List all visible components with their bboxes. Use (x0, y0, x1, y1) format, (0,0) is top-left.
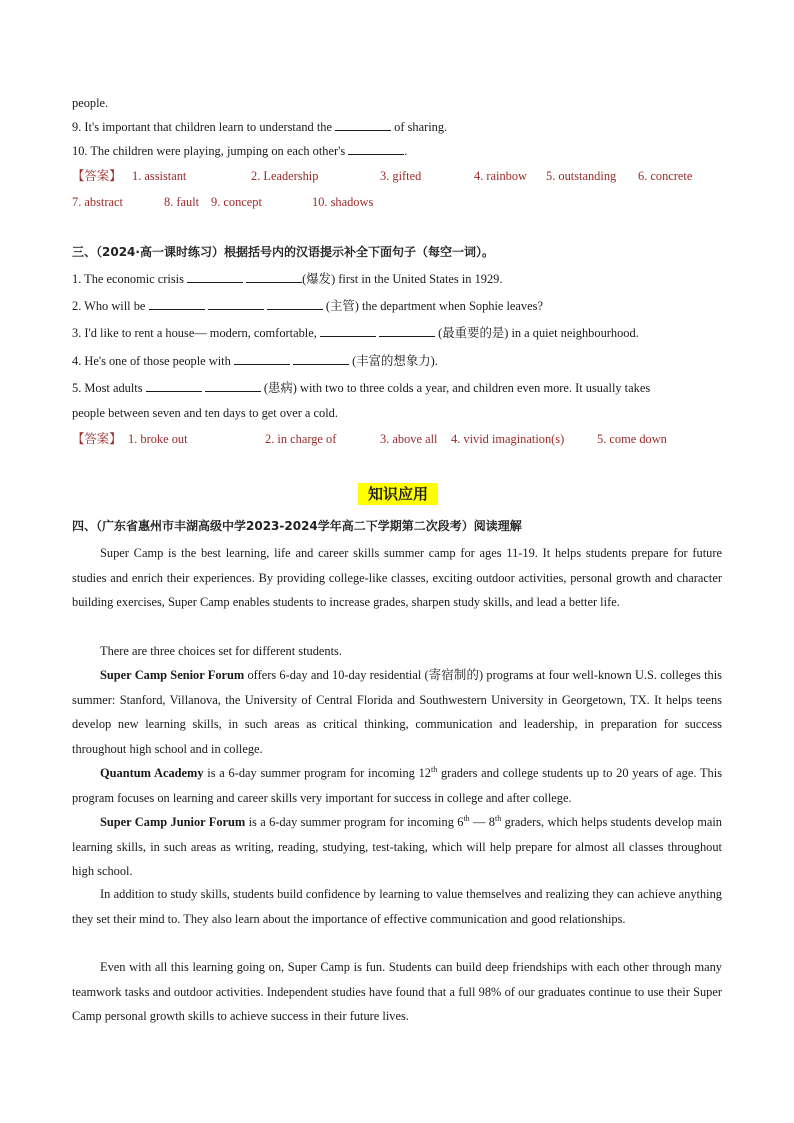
answer-item: 5. come down (597, 432, 667, 446)
answer-blank (187, 271, 243, 283)
section-heading-3: 三、（2024·高一课时练习）根据括号内的汉语提示补全下面句子（每空一词）。 (72, 245, 494, 259)
answer-item: 1. assistant (132, 169, 187, 183)
question-3: 3. I'd like to rent a house— modern, comfortable, (最重要的是) in a quiet neighbourhood. (72, 326, 639, 340)
answer-blank (335, 119, 391, 131)
answer-label: 【答案】 (72, 432, 122, 446)
answer-item: 10. shadows (312, 195, 374, 209)
question-2: 2. Who will be (主管) the department when Sophie leaves? (72, 299, 543, 313)
answer-item: 4. rainbow (474, 169, 527, 183)
question-1: 1. The economic crisis (爆发) first in the United States in 1929. (72, 272, 503, 286)
answer-item: 3. above all (380, 432, 438, 446)
section-title: 知识应用 (358, 483, 438, 505)
paragraph: Super Camp is the best learning, life and career skills summer camp for ages 11-19. It helps students prepare for future studies and enrich their experiences. By providing college-like classes, exciting outdoor activities, personal growth and character building exercises, Super Camp enables students to increase grades, sharpen study skills, and lead a better life. (72, 546, 722, 609)
answer-label: 【答案】 (72, 169, 122, 183)
answer-blank (267, 298, 323, 310)
answer-item: 5. outstanding (546, 169, 617, 183)
paragraph: Super Camp Senior Forum offers 6-day and 10-day residential (寄宿制的) programs at four well-known U.S. colleges this summer: Stanford, Villanova, the University of Central Florida and Southwestern University in Georgetown, TX. It helps teens develop new learning skills, in such areas as critical thinking, communication and leadership, in preparation for success throughout high school and in college. (72, 668, 722, 756)
answer-blank (379, 325, 435, 337)
answer-blank (246, 271, 302, 283)
answer-item: 8. fault (164, 195, 200, 209)
paragraph: In addition to study skills, students build confidence by learning to value themselves and realizing they can achieve anything they set their mind to. They also learn about the importance of effective communication and good relationships. (72, 887, 722, 926)
paragraph: Even with all this learning going on, Super Camp is fun. Students can build deep friendships with each other through many teamwork tasks and outdoor activities. Independent studies have found that a full 98% of our graduates continue to use their Super Camp personal growth skills to achieve success in their future lives. (72, 960, 722, 1023)
paragraph: There are three choices set for different students. (100, 644, 342, 658)
paragraph: Quantum Academy is a 6-day summer program for incoming 12th graders and college students up to 20 years of age. This program focuses on learning and career skills very important for success in college and after college. (72, 764, 723, 805)
answer-blank (293, 353, 349, 365)
answer-blank (348, 143, 404, 155)
answer-item: 1. broke out (128, 432, 188, 446)
answer-item: 7. abstract (72, 195, 123, 209)
answer-item: 9. concept (211, 195, 262, 209)
question-5: 5. Most adults (患病) with two to three colds a year, and children even more. It usually takes (72, 381, 651, 395)
paragraph: Super Camp Junior Forum is a 6-day summer program for incoming 6th — 8th graders, which helps students develop main learning skills, in such areas as writing, reading, studying, test-taking, which will help prepare for almost all classes throughout high school. (72, 813, 722, 878)
answer-blank (320, 325, 376, 337)
question-4: 4. He's one of those people with (丰富的想象力). (72, 354, 438, 368)
answer-item: 2. Leadership (251, 169, 319, 183)
answer-blank (234, 353, 290, 365)
answer-blank (205, 380, 261, 392)
answer-item: 4. vivid imagination(s) (451, 432, 565, 446)
answer-blank (146, 380, 202, 392)
text-line: people between seven and ten days to get over a cold. (72, 406, 338, 420)
answer-item: 3. gifted (380, 169, 422, 183)
answer-blank (208, 298, 264, 310)
text-line: people. (72, 96, 109, 110)
question-9: 9. It's important that children learn to understand the of sharing. (72, 120, 448, 134)
question-10: 10. The children were playing, jumping on each other's . (72, 144, 408, 158)
answer-item: 2. in charge of (265, 432, 337, 446)
section-heading-4: 四、（广东省惠州市丰湖高级中学2023-2024学年高二下学期第二次段考）阅读理解 (72, 519, 522, 533)
answer-blank (149, 298, 205, 310)
answer-item: 6. concrete (638, 169, 693, 183)
